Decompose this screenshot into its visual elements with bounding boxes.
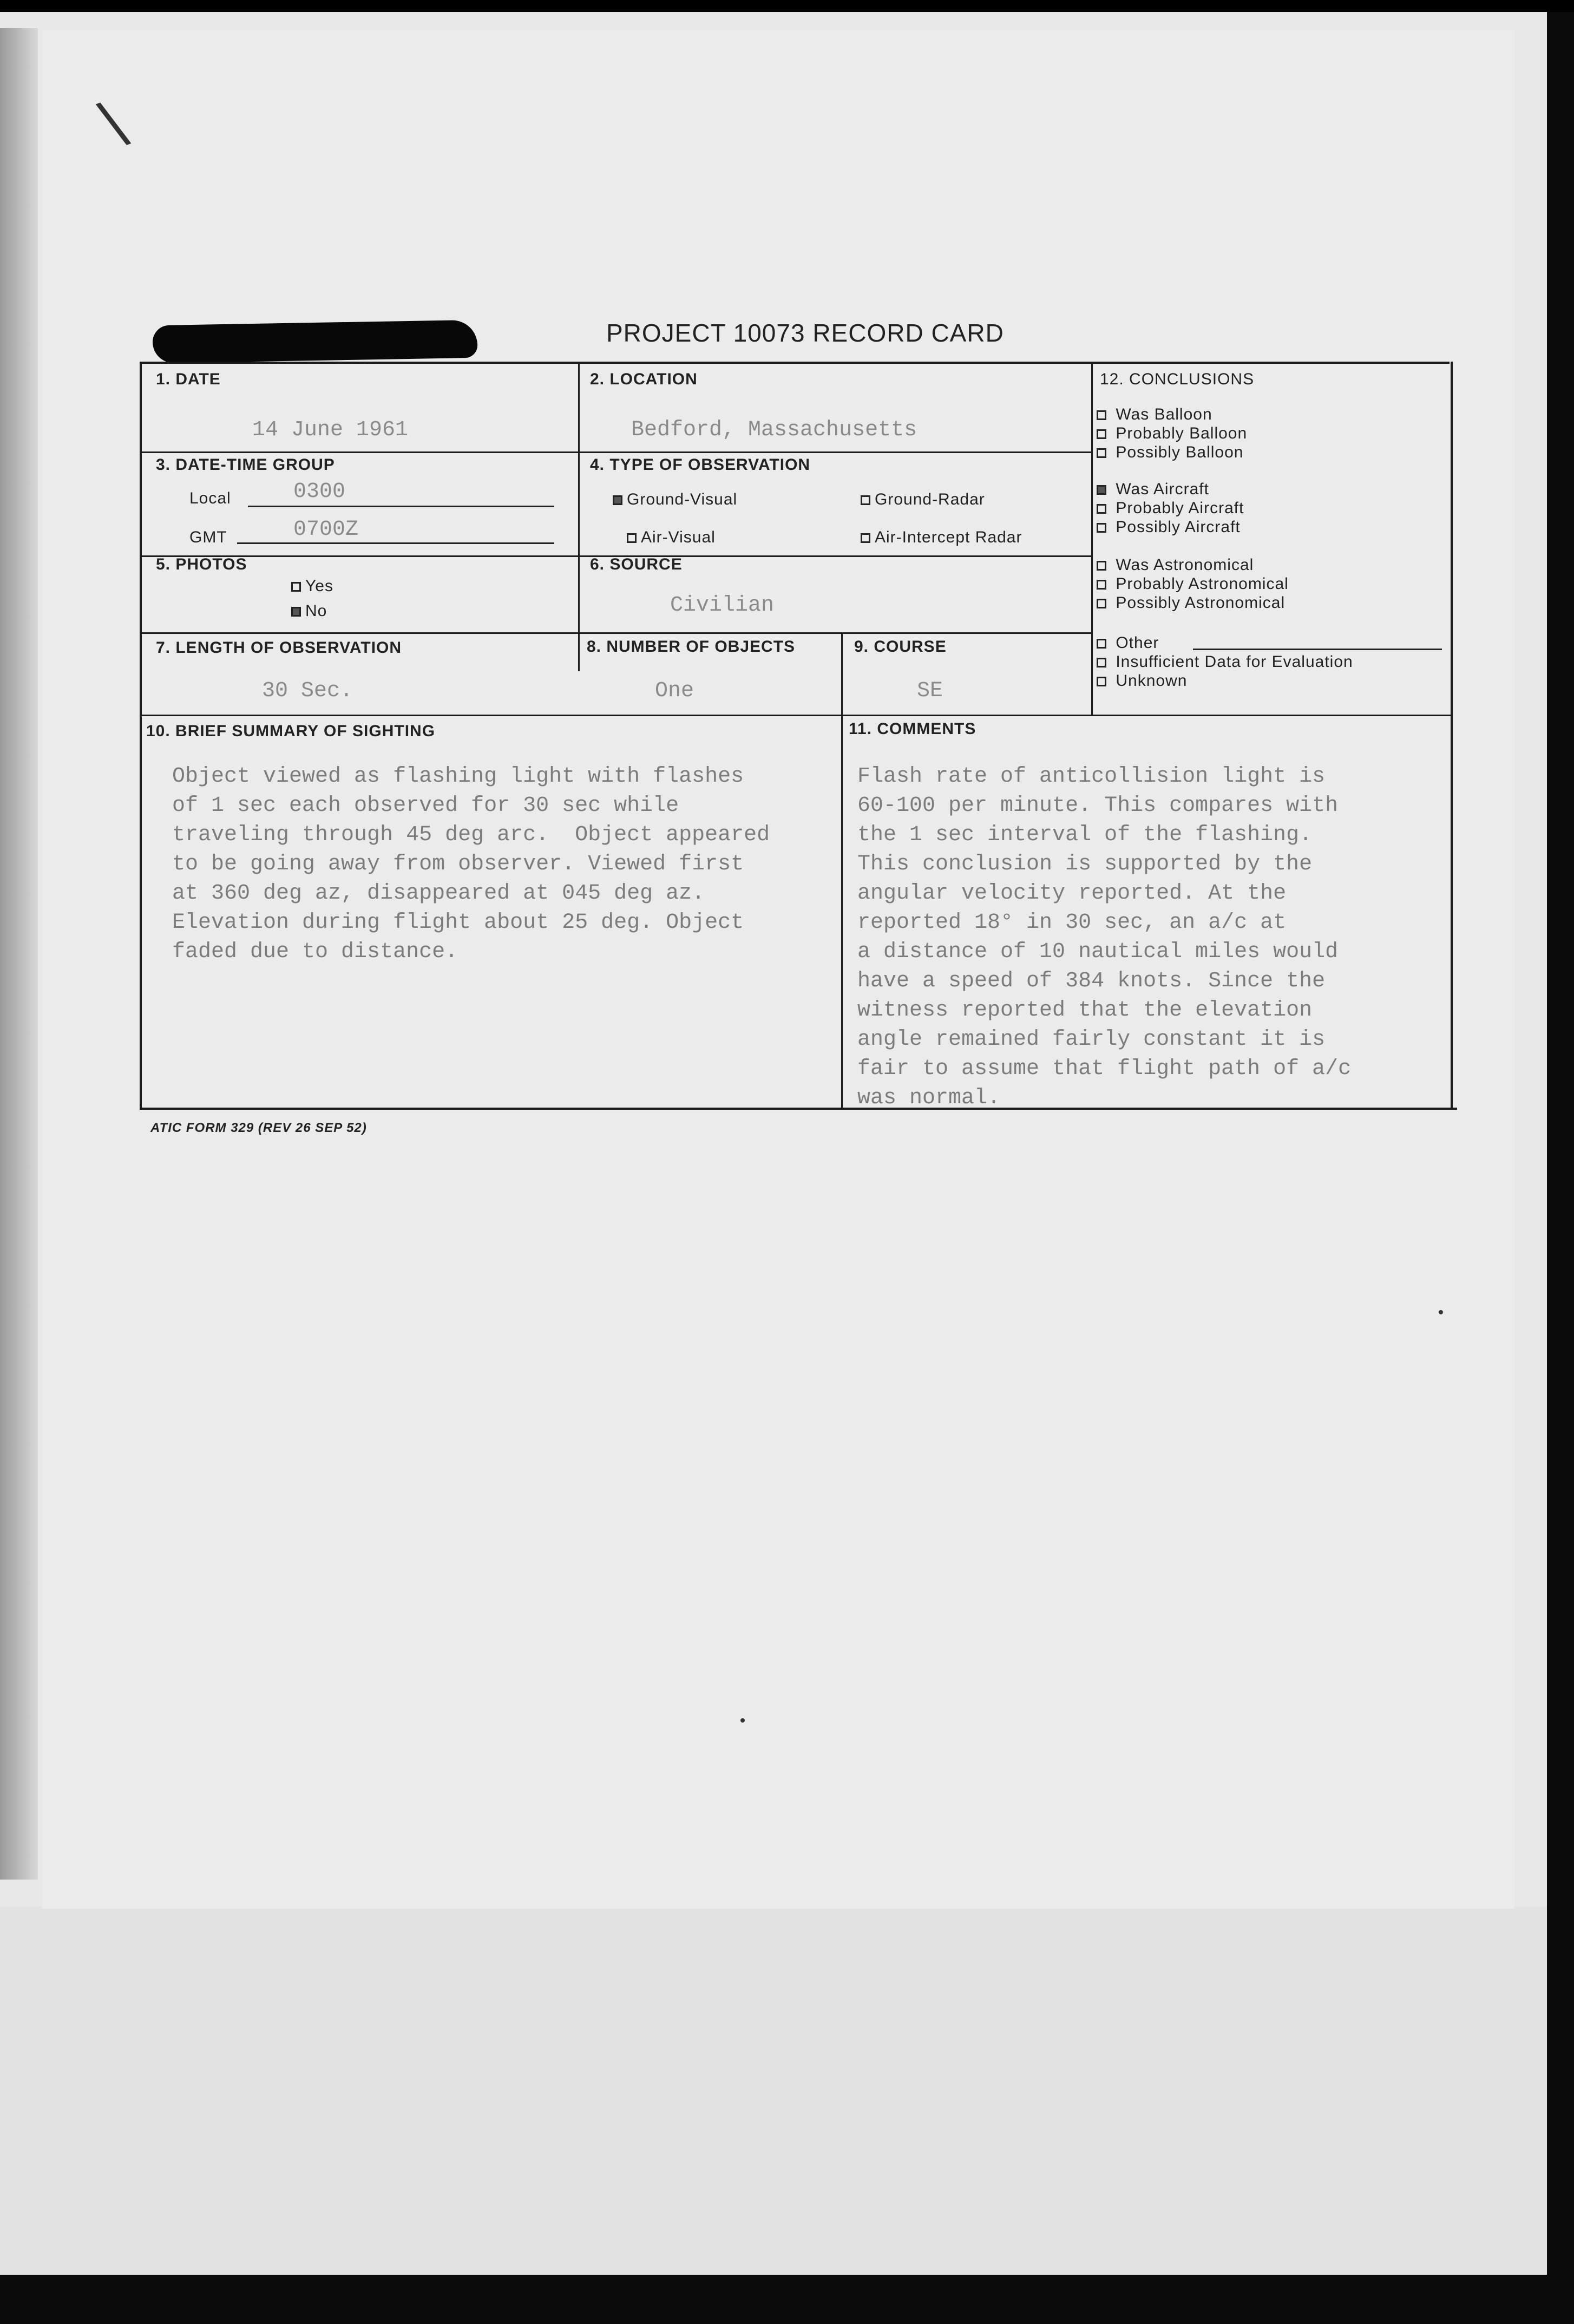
option-ground-radar[interactable]: Ground-Radar: [861, 490, 985, 509]
option-air-intercept-radar[interactable]: Air-Intercept Radar: [861, 528, 1022, 547]
film-border: [0, 0, 1574, 12]
date-label: 1. DATE: [156, 370, 221, 388]
location-value: Bedford, Massachusetts: [631, 418, 917, 442]
other-underline: [1193, 649, 1442, 650]
conclusion-was-astronomical[interactable]: Was Astronomical: [1097, 555, 1289, 574]
comments-text: Flash rate of anticollision light is 60-100 per minute. This compares with the 1 sec interval of the flashing. This conclusion is supported by the angular velocity reported. At the reported 18° in 30 sec, an a/c at a distance of 10 nautical miles would have a speed of 384 knots. Since the witness reported that the elevation angle remained fairly constant it is fair to assume that flight path of a/c was normal.: [857, 764, 1352, 1110]
date-value: 14 June 1961: [252, 418, 409, 442]
gmt-value: 0700Z: [293, 518, 359, 542]
local-label: Local: [189, 489, 231, 507]
source-label: 6. SOURCE: [590, 555, 683, 573]
divider-v3: [841, 633, 843, 1110]
card-border-left: [140, 362, 142, 1110]
checkbox-icon: [861, 533, 870, 543]
local-value: 0300: [293, 480, 346, 504]
option-air-visual[interactable]: Air-Visual: [627, 528, 716, 547]
redaction-bar: [152, 320, 477, 363]
record-card: [140, 362, 1457, 1112]
checkbox-icon: [291, 582, 301, 592]
checkbox-icon: [1097, 504, 1106, 514]
date-time-group-label: 3. DATE-TIME GROUP: [156, 456, 335, 474]
comments-label: 11. COMMENTS: [849, 720, 976, 738]
source-value: Civilian: [670, 593, 775, 618]
checkbox-icon: [1097, 639, 1106, 649]
option-ground-visual[interactable]: Ground-Visual: [613, 490, 737, 509]
conclusion-insufficient-data[interactable]: Insufficient Data for Evaluation: [1097, 652, 1353, 671]
speck: [740, 1718, 745, 1723]
checkbox-icon: [1097, 599, 1106, 608]
speck: [1439, 1310, 1443, 1314]
divider-v2: [1091, 362, 1093, 715]
card-border-top: [140, 362, 1450, 364]
gmt-underline: [237, 542, 554, 544]
divider-h1: [140, 451, 1092, 453]
checkbox-icon: [1097, 523, 1106, 533]
length-value: 30 Sec.: [262, 679, 353, 703]
divider-h3: [140, 632, 1092, 634]
conclusion-possibly-balloon[interactable]: Possibly Balloon: [1097, 443, 1247, 462]
conclusion-unknown[interactable]: Unknown: [1097, 671, 1353, 690]
checkbox-icon: [1097, 580, 1106, 590]
conclusion-possibly-aircraft[interactable]: Possibly Aircraft: [1097, 518, 1244, 536]
card-title: PROJECT 10073 RECORD CARD: [606, 319, 1004, 347]
conclusion-was-balloon[interactable]: Was Balloon: [1097, 405, 1247, 424]
checkbox-checked-icon: [291, 607, 301, 617]
form-identifier: ATIC FORM 329 (REV 26 SEP 52): [150, 1121, 367, 1135]
course-value: SE: [917, 679, 943, 703]
checkbox-checked-icon: [613, 495, 622, 505]
conclusion-possibly-astronomical[interactable]: Possibly Astronomical: [1097, 593, 1289, 612]
conclusions-label: 12. CONCLUSIONS: [1100, 370, 1255, 388]
conclusion-was-aircraft[interactable]: Was Aircraft: [1097, 480, 1244, 499]
checkbox-checked-icon: [1097, 485, 1106, 495]
checkbox-icon: [1097, 429, 1106, 439]
divider-h4: [140, 715, 1453, 716]
page-shadow: [0, 28, 38, 1880]
checkbox-icon: [1097, 677, 1106, 686]
checkbox-icon: [861, 495, 870, 505]
conclusion-probably-astronomical[interactable]: Probably Astronomical: [1097, 574, 1289, 593]
conclusion-probably-aircraft[interactable]: Probably Aircraft: [1097, 499, 1244, 518]
length-label: 7. LENGTH OF OBSERVATION: [156, 639, 402, 657]
checkbox-icon: [1097, 561, 1106, 571]
gmt-label: GMT: [189, 528, 227, 546]
number-of-objects-label: 8. NUMBER OF OBJECTS: [587, 638, 796, 656]
card-border-right: [1451, 362, 1453, 1110]
divider-v1: [578, 362, 580, 671]
brief-summary-label: 10. BRIEF SUMMARY OF SIGHTING: [146, 722, 436, 740]
conclusion-probably-balloon[interactable]: Probably Balloon: [1097, 424, 1247, 443]
conclusions-group-aircraft: [1097, 480, 1244, 536]
brief-summary-text: Object viewed as flashing light with flashes of 1 sec each observed for 30 sec while traveling through 45 deg arc. Object appeared to be going away from observer. Viewed first at 360 deg az, disappeared at 045 deg az. Elevation during flight about 25 deg. Object faded due to distance.: [172, 764, 770, 964]
number-of-objects-value: One: [655, 679, 694, 703]
checkbox-icon: [627, 533, 637, 543]
photos-label: 5. PHOTOS: [156, 555, 247, 573]
checkbox-icon: [1097, 448, 1106, 458]
conclusions-group-other: [1097, 633, 1353, 690]
type-of-observation-label: 4. TYPE OF OBSERVATION: [590, 456, 811, 474]
location-label: 2. LOCATION: [590, 370, 698, 388]
corner-scratch-mark: \: [91, 86, 134, 159]
course-label: 9. COURSE: [854, 638, 947, 656]
photos-yes[interactable]: Yes: [291, 577, 333, 595]
photos-no[interactable]: No: [291, 602, 327, 620]
conclusion-other[interactable]: Other: [1097, 633, 1353, 652]
conclusions-group-astronomical: [1097, 555, 1289, 612]
conclusions-group-balloon: [1097, 405, 1247, 462]
checkbox-icon: [1097, 410, 1106, 420]
checkbox-icon: [1097, 658, 1106, 667]
lower-page-band: [0, 1907, 1547, 2275]
local-underline: [248, 506, 554, 507]
